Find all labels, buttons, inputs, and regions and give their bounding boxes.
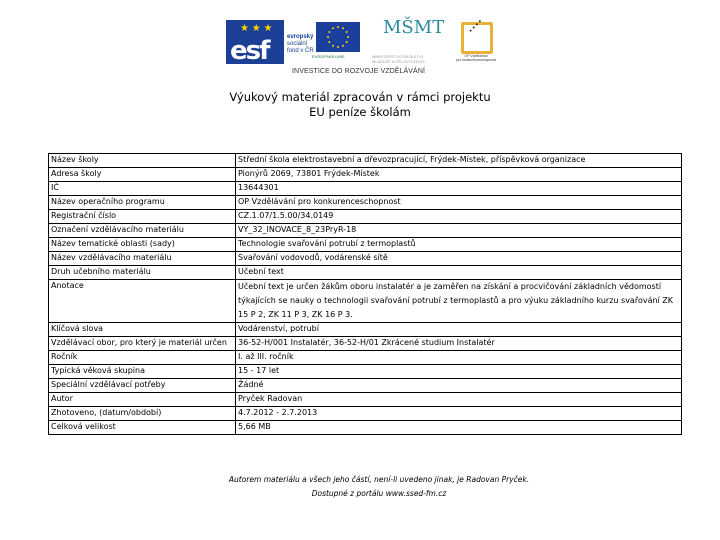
esf-caption — [287, 34, 314, 55]
row-value: CZ.1.07/1.5.00/34.0149 — [236, 210, 682, 224]
row-value: VY_32_INOVACE_8_23PryR-18 — [236, 224, 682, 238]
table-row — [49, 351, 682, 365]
row-label: Adresa školy — [49, 168, 236, 182]
esf-logo-text: esf — [230, 36, 269, 66]
op-caption-line: OP Vzdělávání — [464, 54, 488, 58]
esf-caption-line: evropský — [287, 34, 314, 40]
footer-note — [0, 473, 720, 501]
row-value: 5,66 MB — [236, 421, 682, 435]
esf-caption-line: sociální — [287, 41, 308, 47]
row-label: Ročník — [49, 351, 236, 365]
row-label: Anotace — [49, 280, 236, 323]
esf-caption-line: fond v ČR — [287, 48, 314, 54]
row-value: Svařování vodovodů, vodárenské sítě — [236, 252, 682, 266]
table-row — [49, 252, 682, 266]
row-value: Pionýrů 2069, 73801 Frýdek-Místek — [236, 168, 682, 182]
row-value: Střední škola elektrostavební a dřevozpracující, Frýdek-Místek, příspěvková organizace — [236, 154, 682, 168]
msmt-caption-line: MINISTERSTVO ŠKOLSTVÍ, — [372, 54, 424, 59]
table-row — [49, 196, 682, 210]
op-dots-icon: • • • • — [467, 18, 484, 35]
row-label: Registrační číslo — [49, 210, 236, 224]
page-title — [0, 90, 720, 120]
row-label: Celková velikost — [49, 421, 236, 435]
footer-author-line: Autorem materiálu a všech jeho částí, není-li uvedeno jinak, je Radovan Pryček. — [228, 475, 530, 484]
row-label: Speciální vzdělávací potřeby — [49, 379, 236, 393]
eu-flag-logo — [316, 22, 360, 52]
row-label: Název operačního programu — [49, 196, 236, 210]
row-value: Pryček Radovan — [236, 393, 682, 407]
row-value: 4.7.2012 - 2.7.2013 — [236, 407, 682, 421]
table-row — [49, 154, 682, 168]
row-label: Název tematické oblasti (sady) — [49, 238, 236, 252]
esf-logo — [226, 20, 284, 64]
eu-caption: EVROPSKÁ UNIE — [312, 54, 345, 59]
row-label: Klíčová slova — [49, 323, 236, 337]
msmt-logo: MŠMT — [383, 17, 445, 38]
table-row — [49, 393, 682, 407]
table-row — [49, 337, 682, 351]
table-row — [49, 266, 682, 280]
row-label: Druh učebního materiálu — [49, 266, 236, 280]
row-value: Učební text — [236, 266, 682, 280]
star-icon: ★ ★ ★ — [240, 23, 273, 34]
row-label: Vzdělávací obor, pro který je materiál určen — [49, 337, 236, 351]
table-row — [49, 168, 682, 182]
table-row — [49, 182, 682, 196]
table-row — [49, 421, 682, 435]
row-value: 13644301 — [236, 182, 682, 196]
row-label: Typická věková skupina — [49, 365, 236, 379]
row-value: 15 - 17 let — [236, 365, 682, 379]
row-value: 36-52-H/001 Instalatér, 36-52-H/01 Zkrácené studium Instalatér — [236, 337, 682, 351]
table-row — [49, 224, 682, 238]
row-value-annotation: Učební text je určen žákům oboru instalatér a je zaměřen na získání a procvičování základních vědomostí týkajících se nauky o technologii svařování potrubí z termoplastů a pro výuku základního kurzu svařování ZK 15 P 2, ZK 11 P 3, ZK 16 P 3. — [236, 280, 682, 323]
row-value: Žádné — [236, 379, 682, 393]
table-row — [49, 238, 682, 252]
investment-slogan: INVESTICE DO ROZVOJE VZDĚLÁVÁNÍ — [292, 68, 426, 75]
row-label: Zhotoveno, (datum/období) — [49, 407, 236, 421]
row-value: I. až III. ročník — [236, 351, 682, 365]
title-line-2: EU peníze školám — [309, 105, 411, 119]
op-caption-line: pro konkurenceschopnost — [455, 58, 497, 62]
msmt-caption — [372, 54, 425, 64]
op-caption — [452, 54, 500, 62]
title-line-1: Výukový materiál zpracován v rámci projektu — [229, 90, 491, 104]
row-label: Autor — [49, 393, 236, 407]
row-label: Název školy — [49, 154, 236, 168]
row-label: Název vzdělávacího materiálu — [49, 252, 236, 266]
msmt-caption-line: MLÁDEŽE A TĚLOVÝCHOVY — [372, 59, 426, 64]
table-row — [49, 323, 682, 337]
table-row — [49, 379, 682, 393]
row-label: IČ — [49, 182, 236, 196]
eu-stars-icon — [323, 22, 353, 52]
row-value: Technologie svařování potrubí z termoplastů — [236, 238, 682, 252]
table-row — [49, 365, 682, 379]
row-value: OP Vzdělávání pro konkurenceschopnost — [236, 196, 682, 210]
row-label: Označení vzdělávacího materiálu — [49, 224, 236, 238]
op-logo — [461, 18, 493, 54]
table-row — [49, 210, 682, 224]
footer-source-line: Dostupné z portálu www.ssed-fm.cz — [311, 489, 447, 498]
table-row — [49, 280, 682, 323]
metadata-table — [48, 153, 682, 435]
row-value: Vodárenství, potrubí — [236, 323, 682, 337]
table-row — [49, 407, 682, 421]
